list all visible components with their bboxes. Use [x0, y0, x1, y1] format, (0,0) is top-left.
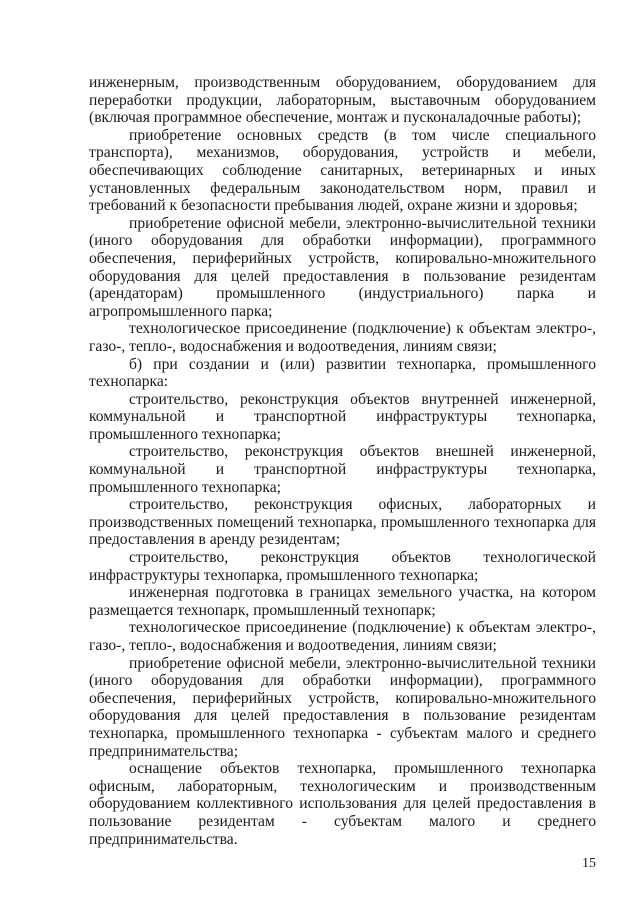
- paragraph-technopark-heading: б) при создании и (или) развитии технопарка, промышленного технопарка:: [89, 355, 596, 391]
- page-number: 15: [582, 856, 596, 871]
- paragraph-office-premises: строительство, реконструкция офисных, лабораторных и производственных помещений технопарка, промышленного технопарка для предоставления в аренду резидентам;: [89, 496, 596, 549]
- paragraph-engineering-preparation: инженерная подготовка в границах земельного участка, на котором размещается технопарк, промышленный технопарк;: [89, 584, 596, 619]
- paragraph-utility-connection-park: технологическое присоединение (подключение) к объектам электро-, газо-, тепло-, водоснабжения и водоотведения, линиям связи;: [89, 320, 596, 355]
- paragraph-equipment-continuation: инженерным, производственным оборудованием, оборудованием для переработки продукции, лабораторным, выставочным оборудованием (включая программное обеспечение, монтаж и пусконаладочные работы);: [89, 74, 596, 127]
- paragraph-utility-connection-technopark: технологическое присоединение (подключение) к объектам электро-, газо-, тепло-, водоснабжения и водоотведения, линиям связи;: [89, 619, 596, 654]
- paragraph-shared-equipment: оснащение объектов технопарка, промышленного технопарка офисным, лабораторным, технологическим и производственным оборудованием коллективного использования для целей предоставления в пользование резидентам - субъектам малого и среднего предпринимательства.: [89, 760, 596, 848]
- document-body: [89, 74, 596, 848]
- paragraph-external-infrastructure: строительство, реконструкция объектов внешней инженерной, коммунальной и транспортной инфраструктуры технопарка, промышленного технопарка;: [89, 443, 596, 496]
- paragraph-office-furniture-park: приобретение офисной мебели, электронно-вычислительной техники (иного оборудования для обработки информации), программного обеспечения, периферийных устройств, копировально-множительного оборудования для целей предоставления в пользование резидентам (арендаторам) промышленного (индустриального) парка и агропромышленного парка;: [89, 214, 596, 320]
- paragraph-fixed-assets: приобретение основных средств (в том числе специального транспорта), механизмов, оборудования, устройств и мебели, обеспечивающих соблюдение санитарных, ветеринарных и иных установленных федеральным законодательством норм, правил и требований к безопасности пребывания людей, охране жизни и здоровья;: [89, 126, 596, 215]
- paragraph-internal-infrastructure: строительство, реконструкция объектов внутренней инженерной, коммунальной и транспортной инфраструктуры технопарка, промышленного технопарка;: [89, 390, 596, 443]
- paragraph-office-furniture-technopark: приобретение офисной мебели, электронно-вычислительной техники (иного оборудования для обработки информации), программного обеспечения, периферийных устройств, копировально-множительного оборудования для целей предоставления в пользование резидентам технопарка, промышленного технопарка - субъектам малого и среднего предпринимательства;: [89, 654, 596, 760]
- paragraph-technological-infrastructure: строительство, реконструкция объектов технологической инфраструктуры технопарка, промышленного технопарка;: [89, 549, 596, 584]
